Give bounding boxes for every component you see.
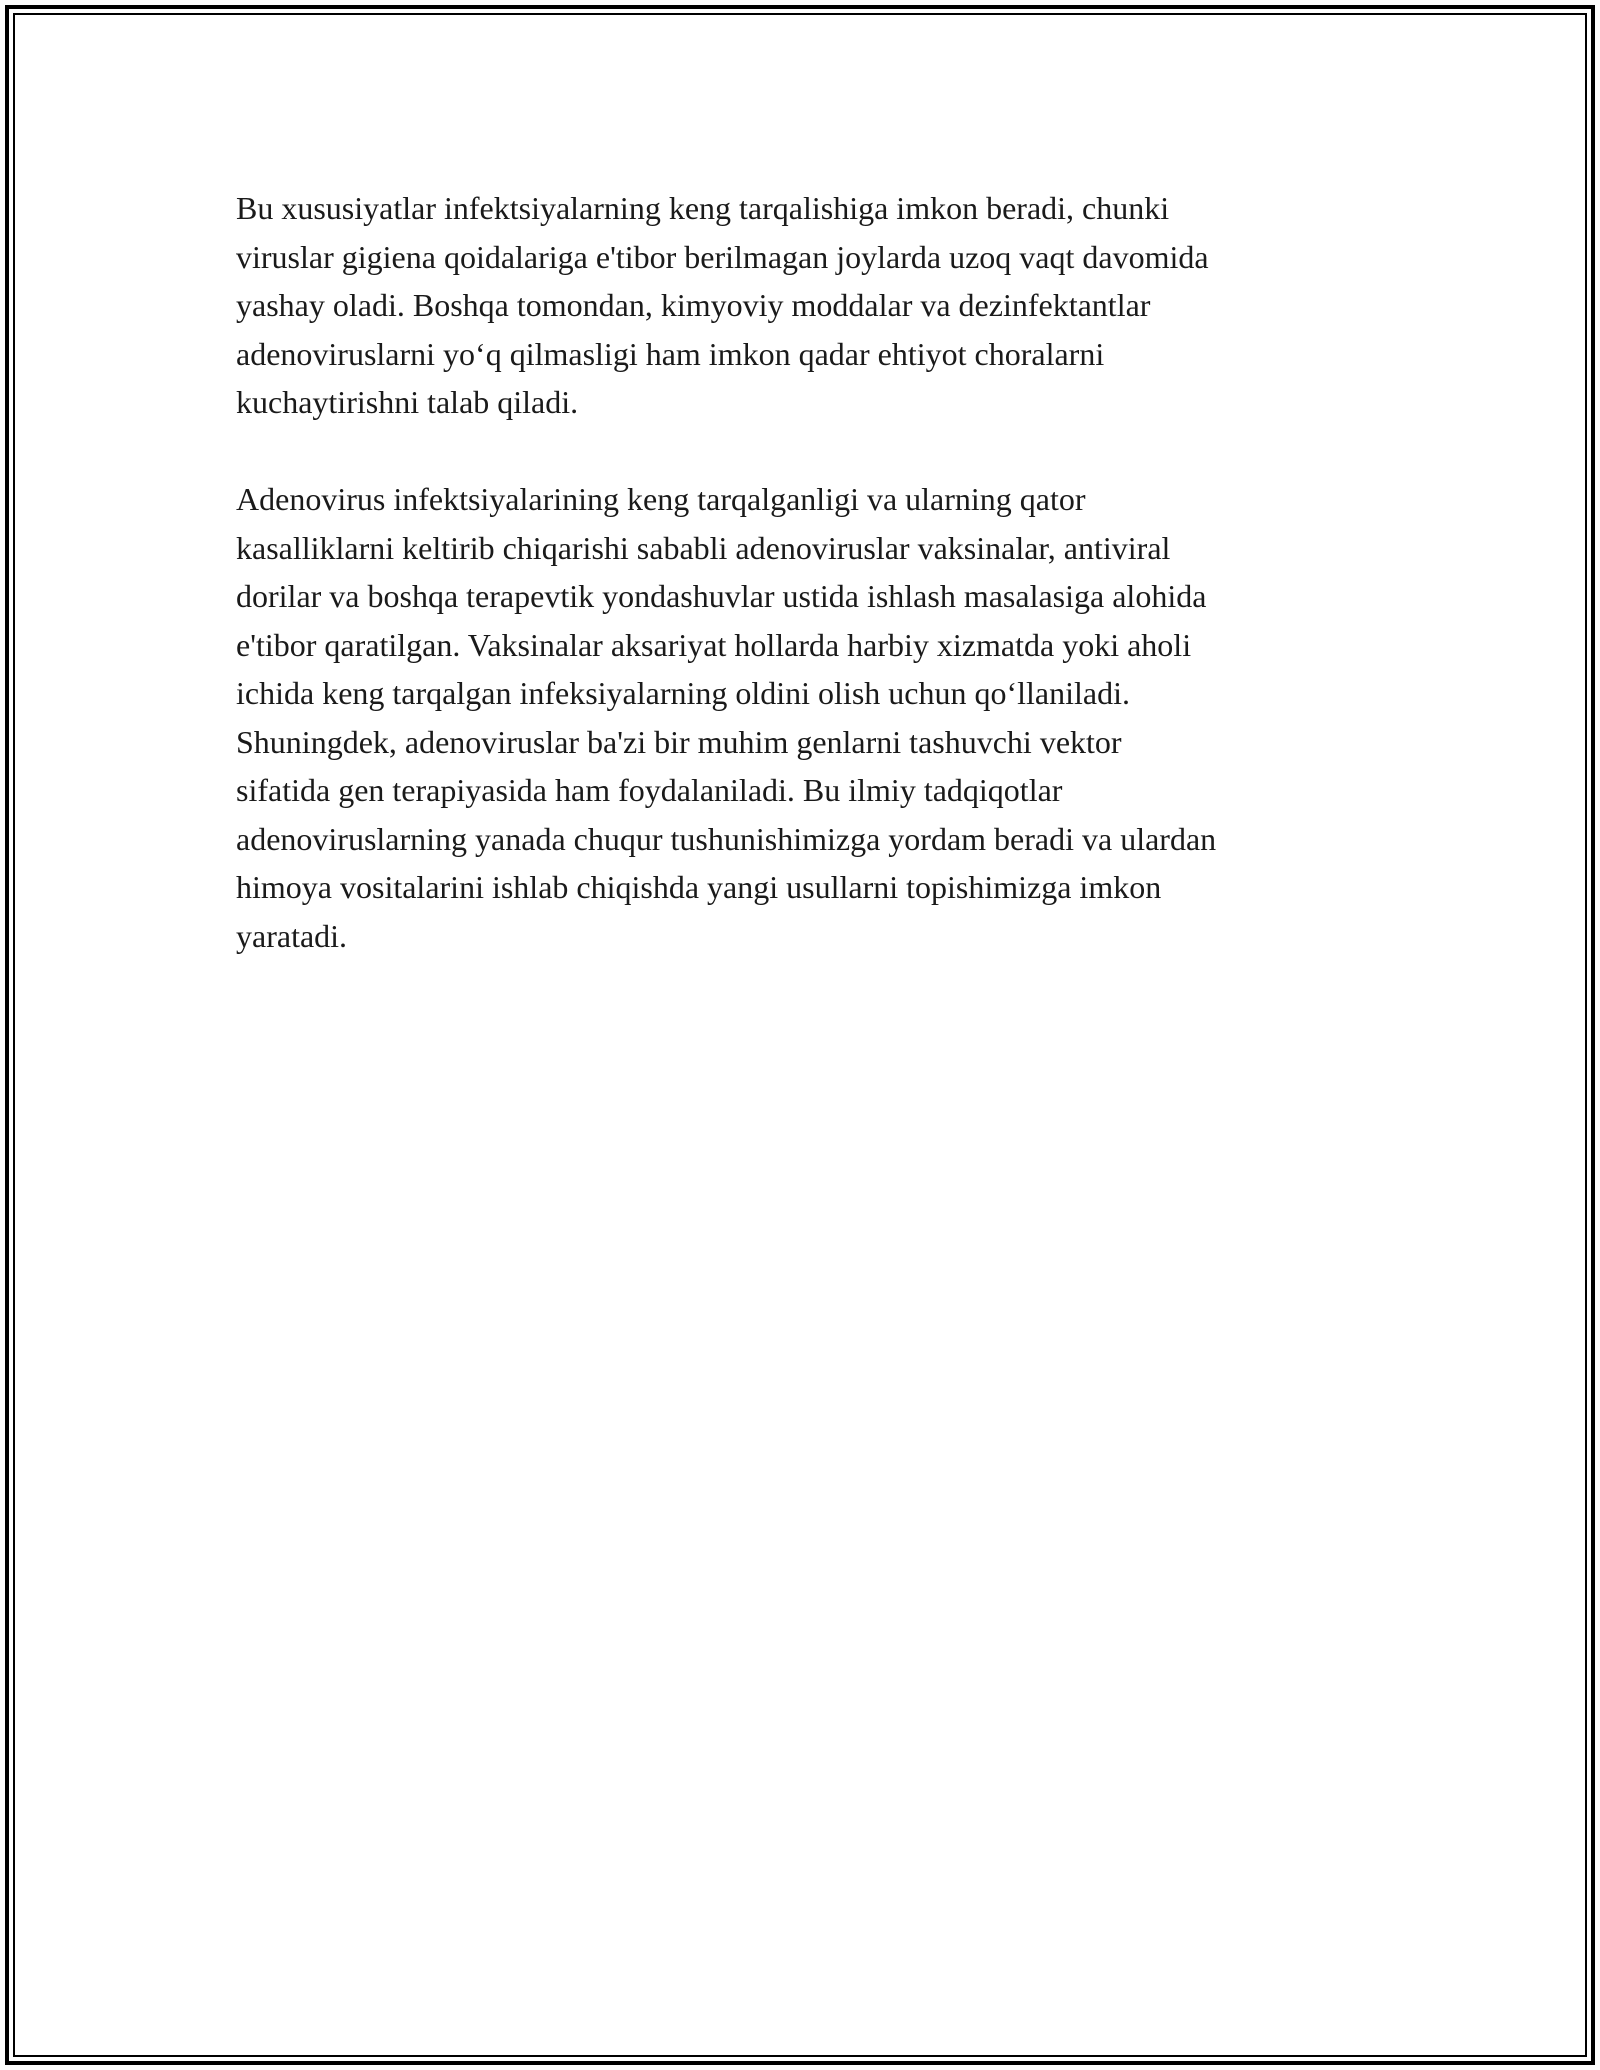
document-body [236,184,1376,1009]
paragraph-2: Adenovirus infektsiyalarining keng tarqalganligi va ularning qator kasalliklarni keltirib chiqarishi sababli adenoviruslar vaksinalar, antiviral dorilar va boshqa terapevtik yondashuvlar ustida ishlash masalasiga alohida e'tibor qaratilgan. Vaksinalar aksariyat hollarda harbiy xizmatda yoki aholi ichida keng tarqalgan infeksiyalarning oldini olish uchun qo‘llaniladi. Shuningdek, adenoviruslar ba'zi bir muhim genlarni tashuvchi vektor sifatida gen terapiyasida ham foydalaniladi. Bu ilmiy tadqiqotlar adenoviruslarning yanada chuqur tushunishimizga yordam beradi va ulardan himoya vositalarini ishlab chiqishda yangi usullarni topishimizga imkon yaratadi. [236,481,1217,954]
paragraph-1: Bu xususiyatlar infektsiyalarning keng tarqalishiga imkon beradi, chunki viruslar gigiena qoidalariga e'tibor berilmagan joylarda uzoq vaqt davomida yashay oladi. Boshqa tomondan, kimyoviy moddalar va dezinfektantlar adenoviruslarni yo‘q qilmasligi ham imkon qadar ehtiyot choralarni kuchaytirishni talab qiladi. [236,190,1209,420]
